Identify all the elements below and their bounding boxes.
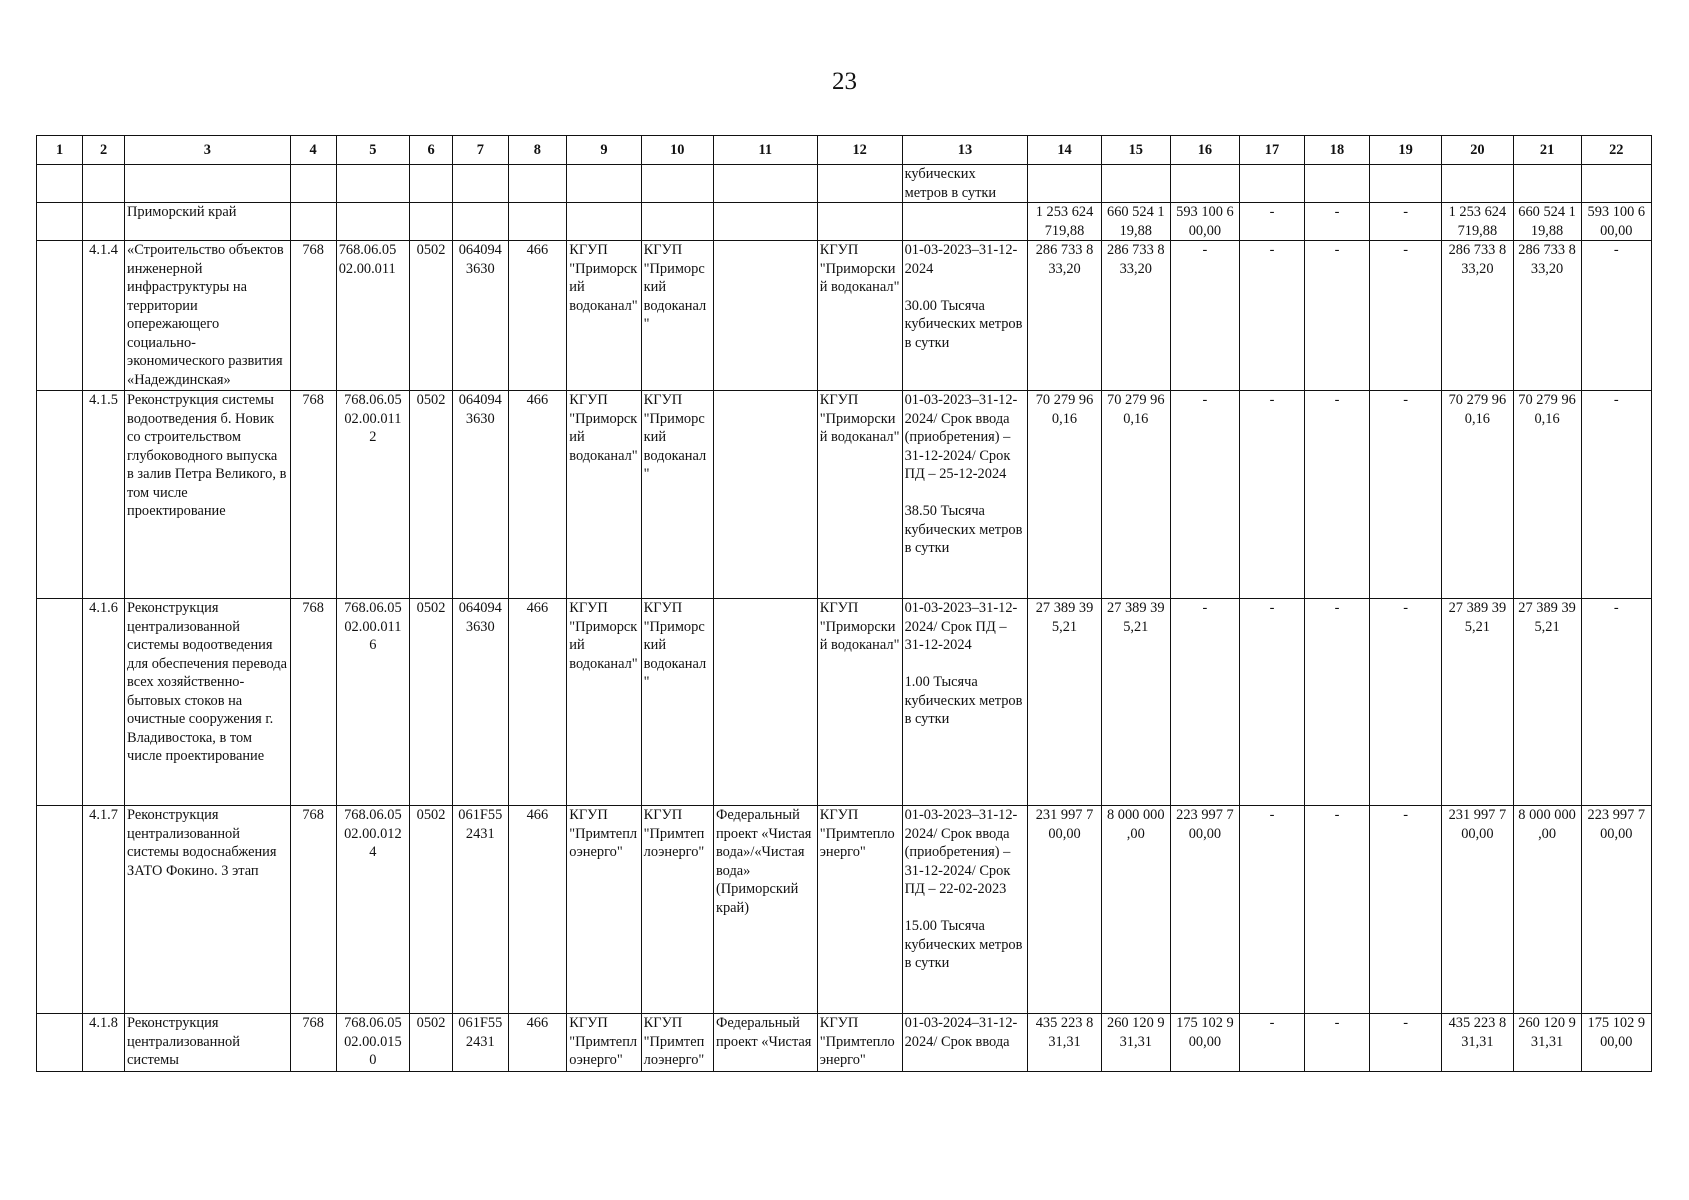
table-cell: 223 997 7 00,00: [1170, 806, 1239, 1014]
capacity-text: 30.00 Тысяча кубических метров в сутки: [904, 297, 1023, 351]
table-cell: [410, 203, 453, 241]
table-cell: [902, 806, 1028, 1014]
column-header: 16: [1170, 136, 1239, 165]
table-cell: 27 389 39 5,21: [1513, 599, 1581, 806]
table-cell: Федеральный проект «Чистая вода»/«Чистая вода» (Приморский край): [713, 806, 817, 1014]
table-cell: -: [1170, 599, 1239, 806]
table-cell: [1369, 165, 1441, 203]
table-cell: КГУП "Примтеплоэнерго": [817, 1014, 902, 1072]
table-cell: -: [1170, 391, 1239, 599]
table-cell: 435 223 8 31,31: [1028, 1014, 1101, 1072]
table-cell: 061F55 2431: [453, 806, 509, 1014]
table-cell: 70 279 96 0,16: [1028, 391, 1101, 599]
column-header: 10: [641, 136, 713, 165]
table-cell: 70 279 96 0,16: [1513, 391, 1581, 599]
table-cell: 260 120 9 31,31: [1513, 1014, 1581, 1072]
table-cell: [817, 165, 902, 203]
table-cell: 593 100 6 00,00: [1170, 203, 1239, 241]
page-number: 23: [832, 68, 857, 95]
table-cell: [83, 203, 125, 241]
table-cell: -: [1304, 391, 1369, 599]
column-header: 20: [1442, 136, 1513, 165]
table-cell: [37, 203, 83, 241]
column-header: 17: [1240, 136, 1305, 165]
table-cell: Реконструкция централизованной системы: [125, 1014, 291, 1072]
table-cell: -: [1581, 391, 1651, 599]
table-cell: 660 524 1 19,88: [1513, 203, 1581, 241]
table-cell: [902, 241, 1028, 391]
column-header: 8: [508, 136, 567, 165]
table-cell: КГУП "Приморский водоканал": [641, 241, 713, 391]
table-cell: 064094 3630: [453, 391, 509, 599]
table-cell: -: [1170, 241, 1239, 391]
table-cell: [1028, 165, 1101, 203]
table-cell: КГУП "Приморский водоканал": [641, 599, 713, 806]
table-cell: 286 733 8 33,20: [1442, 241, 1513, 391]
table-cell: КГУП "Примтеплоэнерго": [567, 806, 641, 1014]
table-cell: [641, 203, 713, 241]
table-cell: 660 524 1 19,88: [1101, 203, 1170, 241]
table-cell: 0502: [410, 599, 453, 806]
capacity-text: 38.50 Тысяча кубических метров в сутки: [904, 503, 1023, 556]
table-cell: [902, 203, 1028, 241]
table-cell: -: [1369, 203, 1441, 241]
column-header: 15: [1101, 136, 1170, 165]
table-cell: -: [1240, 391, 1305, 599]
table-cell: Реконструкция централизованной системы водоснабжения ЗАТО Фокино. 3 этап: [125, 806, 291, 1014]
table-cell: 1 253 624 719,88: [1028, 203, 1101, 241]
table-cell: КГУП "Приморский водоканал": [817, 391, 902, 599]
table-cell: 4.1.8: [83, 1014, 125, 1072]
table-cell: КГУП "Приморский водоканал": [641, 391, 713, 599]
table-cell: КГУП "Приморский водоканал": [817, 599, 902, 806]
table-cell: -: [1304, 806, 1369, 1014]
table-cell: 70 279 96 0,16: [1442, 391, 1513, 599]
table-cell: 0502: [410, 1014, 453, 1072]
column-header: 6: [410, 136, 453, 165]
table-cell: [453, 203, 509, 241]
column-header: 2: [83, 136, 125, 165]
table-cell: [567, 165, 641, 203]
investment-table: [36, 135, 1652, 1072]
table-cell: 064094 3630: [453, 241, 509, 391]
column-header: 9: [567, 136, 641, 165]
table-cell: [290, 203, 336, 241]
table-cell: [1170, 165, 1239, 203]
table-cell: -: [1304, 241, 1369, 391]
table-cell: [713, 391, 817, 599]
column-header: 19: [1369, 136, 1441, 165]
column-header: 4: [290, 136, 336, 165]
table-cell: 768.06.05 02.00.011 2: [336, 391, 409, 599]
table-cell: 231 997 7 00,00: [1028, 806, 1101, 1014]
table-cell: -: [1240, 203, 1305, 241]
table-cell: -: [1240, 241, 1305, 391]
table-cell: [508, 203, 567, 241]
table-cell: 061F55 2431: [453, 1014, 509, 1072]
table-cell: 223 997 7 00,00: [1581, 806, 1651, 1014]
table-cell: 768: [290, 241, 336, 391]
table-cell: 466: [508, 241, 567, 391]
table-cell: [1581, 165, 1651, 203]
table-cell: 768.06.05 02.00.011: [336, 241, 409, 391]
table-cell: 466: [508, 1014, 567, 1072]
term-text: 01-03-2023–31-12-2024/ Срок ввода (приобретения) – 31-12-2024/ Срок ПД – 25-12-2024: [904, 392, 1018, 482]
table-cell: [336, 203, 409, 241]
table-cell: -: [1304, 203, 1369, 241]
table-cell: [125, 165, 291, 203]
column-header: 3: [125, 136, 291, 165]
table-row: [37, 1014, 1652, 1072]
table-cell: [1513, 165, 1581, 203]
table-cell: КГУП "Примтеплоэнерго": [567, 1014, 641, 1072]
table-cell: [641, 165, 713, 203]
table-cell: [567, 203, 641, 241]
table-cell: 768: [290, 806, 336, 1014]
table-cell: [902, 391, 1028, 599]
table-cell: «Строительство объектов инженерной инфраструктуры на территории опережающего социально-экономического развития «Надеждинская»: [125, 241, 291, 391]
table-cell: [37, 599, 83, 806]
table-row: [37, 391, 1652, 599]
table-cell: КГУП "Приморский водоканал": [567, 599, 641, 806]
table-cell: 4.1.4: [83, 241, 125, 391]
table-cell: 286 733 8 33,20: [1028, 241, 1101, 391]
table-cell: 4.1.7: [83, 806, 125, 1014]
table-cell: 064094 3630: [453, 599, 509, 806]
table-cell: -: [1369, 391, 1441, 599]
column-header: 5: [336, 136, 409, 165]
table-row: [37, 241, 1652, 391]
term-text: 01-03-2024–31-12-2024/ Срок ввода: [904, 1015, 1018, 1050]
table-cell: [713, 165, 817, 203]
capacity-text: 1.00 Тысяча кубических метров в сутки: [904, 674, 1023, 727]
table-cell: КГУП "Приморский водоканал": [817, 241, 902, 391]
table-cell: 768.06.05 02.00.015 0: [336, 1014, 409, 1072]
table-cell: 231 997 7 00,00: [1442, 806, 1513, 1014]
table-cell: -: [1581, 599, 1651, 806]
column-header: 7: [453, 136, 509, 165]
table-cell: 175 102 9 00,00: [1581, 1014, 1651, 1072]
term-text: 01-03-2023–31-12-2024/ Срок ввода (приобретения) – 31-12-2024/ Срок ПД – 22-02-2023: [904, 807, 1018, 897]
table-cell: Реконструкция централизованной системы водоотведения для обеспечения перевода всех хозяйственно-бытовых стоков на очистные сооружения г. Владивостока, в том числе проектирование: [125, 599, 291, 806]
table-cell: 1 253 624 719,88: [1442, 203, 1513, 241]
table-cell: 27 389 39 5,21: [1028, 599, 1101, 806]
table-row: [37, 165, 1652, 203]
column-header: 14: [1028, 136, 1101, 165]
table-cell: Федеральный проект «Чистая: [713, 1014, 817, 1072]
table-cell: 435 223 8 31,31: [1442, 1014, 1513, 1072]
table-cell: КГУП "Примтеплоэнерго": [817, 806, 902, 1014]
column-header: 1: [37, 136, 83, 165]
term-text: 01-03-2023–31-12-2024: [904, 242, 1018, 277]
column-header: 12: [817, 136, 902, 165]
table-cell: [902, 599, 1028, 806]
table-cell: [713, 241, 817, 391]
table-cell: -: [1369, 1014, 1441, 1072]
table-cell: [83, 165, 125, 203]
table-row: [37, 806, 1652, 1014]
table-cell: КГУП "Примтеплоэнерго": [641, 1014, 713, 1072]
table-cell: 175 102 9 00,00: [1170, 1014, 1239, 1072]
table-cell: 0502: [410, 391, 453, 599]
table-cell: -: [1581, 241, 1651, 391]
table-cell: [37, 806, 83, 1014]
table-cell: 768.06.05 02.00.012 4: [336, 806, 409, 1014]
table-cell: [37, 391, 83, 599]
table-cell: 70 279 96 0,16: [1101, 391, 1170, 599]
table-cell: [817, 203, 902, 241]
table-cell: 27 389 39 5,21: [1442, 599, 1513, 806]
column-header: 13: [902, 136, 1028, 165]
table-cell: -: [1304, 1014, 1369, 1072]
column-header: 11: [713, 136, 817, 165]
table-cell: 768: [290, 1014, 336, 1072]
table-cell: Приморский край: [125, 203, 291, 241]
table-cell: 8 000 000 ,00: [1101, 806, 1170, 1014]
table-cell: 286 733 8 33,20: [1513, 241, 1581, 391]
table-cell: 593 100 6 00,00: [1581, 203, 1651, 241]
table-cell: 466: [508, 391, 567, 599]
table-cell: Реконструкция системы водоотведения б. Новик со строительством глубоководного выпуска в залив Петра Великого, в том числе проектирование: [125, 391, 291, 599]
table-cell: [37, 1014, 83, 1072]
table-cell: [1101, 165, 1170, 203]
table-cell: [410, 165, 453, 203]
table-cell: -: [1369, 241, 1441, 391]
term-text: 01-03-2023–31-12-2024/ Срок ПД – 31-12-2024: [904, 600, 1018, 653]
table-cell: [336, 165, 409, 203]
table-cell: 768: [290, 599, 336, 806]
table-cell: -: [1304, 599, 1369, 806]
table-cell: [453, 165, 509, 203]
table-row: [37, 599, 1652, 806]
column-header: 22: [1581, 136, 1651, 165]
table-cell: кубических метров в сутки: [902, 165, 1028, 203]
table-cell: [1304, 165, 1369, 203]
table-cell: -: [1240, 599, 1305, 806]
table-cell: -: [1369, 806, 1441, 1014]
table-cell: [290, 165, 336, 203]
table-cell: 286 733 8 33,20: [1101, 241, 1170, 391]
table-cell: [1240, 165, 1305, 203]
table-cell: [713, 599, 817, 806]
table-cell: 260 120 9 31,31: [1101, 1014, 1170, 1072]
table-cell: 768.06.05 02.00.011 6: [336, 599, 409, 806]
table-cell: [37, 165, 83, 203]
table-cell: 0502: [410, 806, 453, 1014]
table-row: [37, 203, 1652, 241]
table-cell: -: [1240, 806, 1305, 1014]
table-cell: 4.1.5: [83, 391, 125, 599]
table-cell: [713, 203, 817, 241]
capacity-text: 15.00 Тысяча кубических метров в сутки: [904, 918, 1023, 971]
table-cell: -: [1240, 1014, 1305, 1072]
table-cell: [37, 241, 83, 391]
table-cell: [902, 1014, 1028, 1072]
table-cell: -: [1369, 599, 1441, 806]
table-cell: КГУП "Приморский водоканал": [567, 391, 641, 599]
table-cell: 466: [508, 806, 567, 1014]
column-header: 18: [1304, 136, 1369, 165]
table-cell: [1442, 165, 1513, 203]
table-cell: КГУП "Приморский водоканал": [567, 241, 641, 391]
table-cell: 4.1.6: [83, 599, 125, 806]
table-cell: 8 000 000 ,00: [1513, 806, 1581, 1014]
header-row: [37, 136, 1652, 165]
table-cell: [508, 165, 567, 203]
table-cell: КГУП "Примтеплоэнерго": [641, 806, 713, 1014]
table-cell: 0502: [410, 241, 453, 391]
column-header: 21: [1513, 136, 1581, 165]
table-cell: 466: [508, 599, 567, 806]
table-cell: 27 389 39 5,21: [1101, 599, 1170, 806]
table-cell: 768: [290, 391, 336, 599]
